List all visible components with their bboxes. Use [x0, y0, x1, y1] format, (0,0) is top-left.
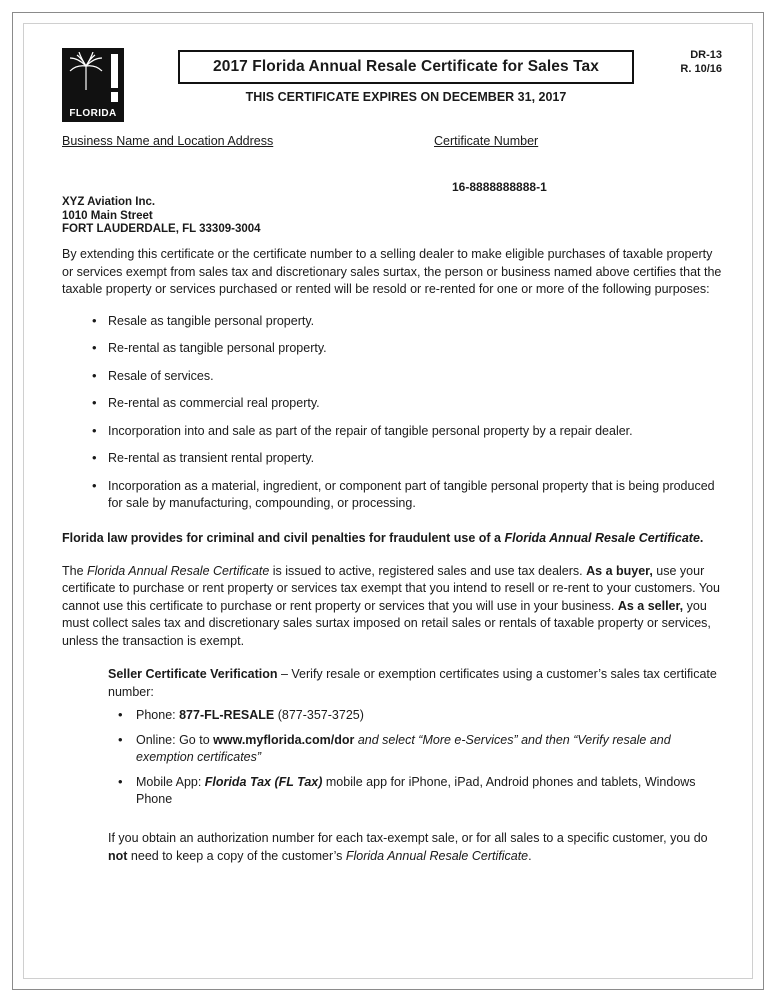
warning-tail: . — [699, 530, 704, 545]
phone-label: Phone: — [136, 708, 180, 722]
warning-lead: Florida law provides for criminal and civil penalties for fraudulent use of a — [62, 530, 505, 545]
business-street-value: 1010 Main Street — [62, 209, 153, 222]
list-item — [108, 774, 722, 808]
form-identifier — [680, 48, 722, 76]
form-number: DR-13 — [690, 49, 722, 61]
list-item: • Resale as tangible personal property. — [62, 313, 722, 330]
logo-bar-upper — [111, 54, 118, 88]
logo-bar-lower — [111, 92, 118, 102]
list-item: • Resale of services. — [62, 368, 722, 385]
closing-certificate-name: Florida Annual Resale Certificate — [345, 848, 529, 863]
closing-text-c: . — [528, 848, 532, 863]
page-title: 2017 Florida Annual Resale Certificate for Sales Tax — [213, 58, 599, 75]
document-page — [12, 12, 764, 990]
list-item: • Re-rental as tangible personal property. — [62, 340, 722, 357]
usage-as-a-buyer: As a buyer, — [586, 563, 653, 578]
document-title-box — [178, 50, 634, 84]
business-citystatezip-value: FORT LAUDERDALE, FL 33309-3004 — [62, 223, 261, 235]
business-name-value: XYZ Aviation Inc. — [62, 196, 156, 208]
online-instructions: and select “More e-Services” and then “Verify resale and exemption certificates” — [136, 733, 671, 764]
usage-text-b: is issued to active, registered sales and use tax dealers. — [269, 563, 587, 578]
document-header — [62, 46, 722, 128]
logo-word: FLORIDA — [69, 108, 117, 119]
business-address-block — [62, 196, 261, 237]
form-revision: R. 10/16 — [680, 63, 722, 75]
warning-certificate-name: Florida Annual Resale Certificate — [504, 530, 700, 545]
list-item: • Incorporation into and sale as part of the repair of tangible personal property by a repair dealer. — [62, 423, 722, 440]
phone-number-vanity: 877-FL-RESALE — [179, 708, 275, 722]
list-item: • Re-rental as transient rental property. — [62, 450, 722, 467]
usage-certificate-name: Florida Annual Resale Certificate — [87, 563, 270, 578]
certificate-number-value: 16-8888888888-1 — [452, 180, 547, 194]
certificate-number-label: Certificate Number — [434, 134, 539, 148]
verification-heading — [108, 666, 722, 701]
closing-paragraph — [108, 830, 722, 865]
online-url[interactable]: www.myflorida.com/dor — [213, 733, 355, 747]
palm-tree-icon — [68, 52, 104, 92]
closing-text-b: need to keep a copy of the customer’s — [127, 848, 346, 863]
usage-text-d: you must collect sales tax and discretionary sales surtax imposed on retail sales or rentals of taxable property or services, unless the transaction is exempt. — [62, 598, 711, 648]
usage-text-c: use your certificate to purchase or rent property or services tax exempt that you intend to resell or re-rent to your customers. You cannot use this certificate to purchase or rent property or services that you will use in your business. — [62, 563, 720, 613]
intro-paragraph: By extending this certificate or the certificate number to a selling dealer to make eligible purchases of taxable property or services exempt from sales tax and discretionary sales surtax, the person or business named above certifies that the taxable property or services purchased or rented will be resold or re-rented for one or more of the following purposes: — [62, 247, 722, 296]
purposes-list — [62, 313, 722, 512]
field-headings — [62, 134, 722, 235]
usage-as-a-seller: As a seller, — [617, 598, 684, 613]
phone-number-numeric: (877-357-3725) — [274, 708, 364, 722]
verification-heading-rest: – Verify resale or exemption certificates using a customer’s sales tax certificate number: — [108, 667, 717, 699]
mobile-app-label: Mobile App: — [136, 775, 205, 789]
document-inner-border — [23, 23, 753, 979]
list-item — [108, 707, 722, 724]
list-item: • Incorporation as a material, ingredient, or component part of tangible personal property that is being produced for sale by manufacturing, compounding, or processing. — [62, 478, 722, 512]
mobile-app-platforms: mobile app for iPhone, iPad, Android phones and tablets, Windows Phone — [136, 775, 696, 806]
usage-text-a: The — [62, 563, 88, 578]
penalty-warning — [62, 530, 722, 547]
document-content — [62, 46, 722, 878]
closing-not: not — [108, 848, 128, 863]
usage-paragraph — [62, 563, 722, 651]
online-label: Online: Go to — [136, 733, 214, 747]
expiration-notice: THIS CERTIFICATE EXPIRES ON DECEMBER 31, 2017 — [245, 90, 567, 104]
business-name-label: Business Name and Location Address — [62, 134, 274, 148]
list-item: • Re-rental as commercial real property. — [62, 395, 722, 412]
verification-section — [108, 666, 722, 808]
verification-heading-bold: Seller Certificate Verification — [108, 667, 278, 681]
florida-seal-logo — [62, 48, 124, 122]
list-item — [108, 732, 722, 766]
verification-list — [108, 707, 722, 808]
mobile-app-name: Florida Tax (FL Tax) — [204, 775, 323, 789]
closing-text-a: If you obtain an authorization number for each tax-exempt sale, or for all sales to a specific customer, you do — [108, 831, 708, 845]
